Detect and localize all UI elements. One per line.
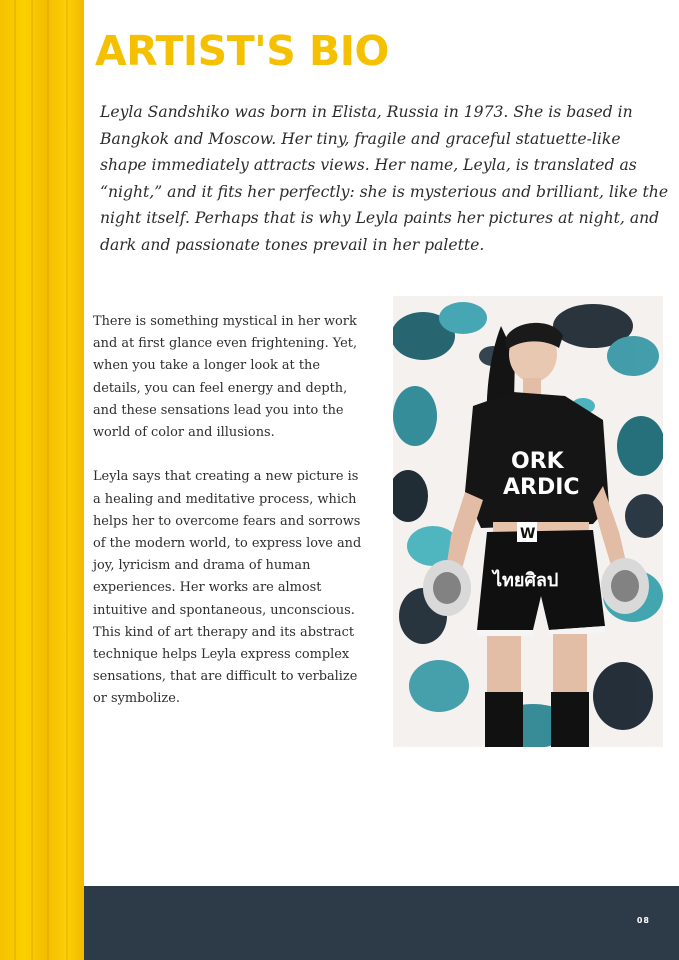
waistband-text: W [520, 526, 536, 542]
body-paragraph-1: There is something mystical in her work and at first glance even frightening. Yet, when you take a longer look at the details, you can feel energy and depth, and these sensations lead you into the world of color and illusions. [93, 314, 358, 441]
intro-paragraph: Leyla Sandshiko was born in Elista, Russia in 1973. She is based in Bangkok and Moscow. Her tiny, fragile and graceful statuette-like shape immediately attracts views. Her name, Leyla, is translated as “night,” and it fits her perfectly: she is mysterious and brilliant, like the night itself. Perhaps that is why Leyla paints her pictures at night, and dark and passionate tones prevail in her palette. [100, 103, 669, 254]
shorts-text: ไทยศิลป [493, 570, 559, 591]
yellow-side-bar [0, 0, 84, 960]
body-paragraph-2: Leyla says that creating a new picture is a healing and meditative process, which helps her to overcome fears and sorrows of the modern world, to express love and joy, lyricism and drama of human experiences. Her works are almost intuitive and spontaneous, unconscious. This kind of art therapy and its abstract technique helps Leyla express complex sensations, that are difficult to verbalize or symbolize. [93, 469, 362, 707]
page-footer [84, 886, 679, 960]
page-number: 08 [636, 916, 650, 925]
body-text [93, 311, 365, 711]
artist-photo [393, 296, 663, 747]
shirt-text-line1: ORK [511, 449, 564, 474]
page-title: ARTIST'S BIO [95, 27, 389, 75]
shirt-text-line2: ARDIC [503, 475, 580, 500]
